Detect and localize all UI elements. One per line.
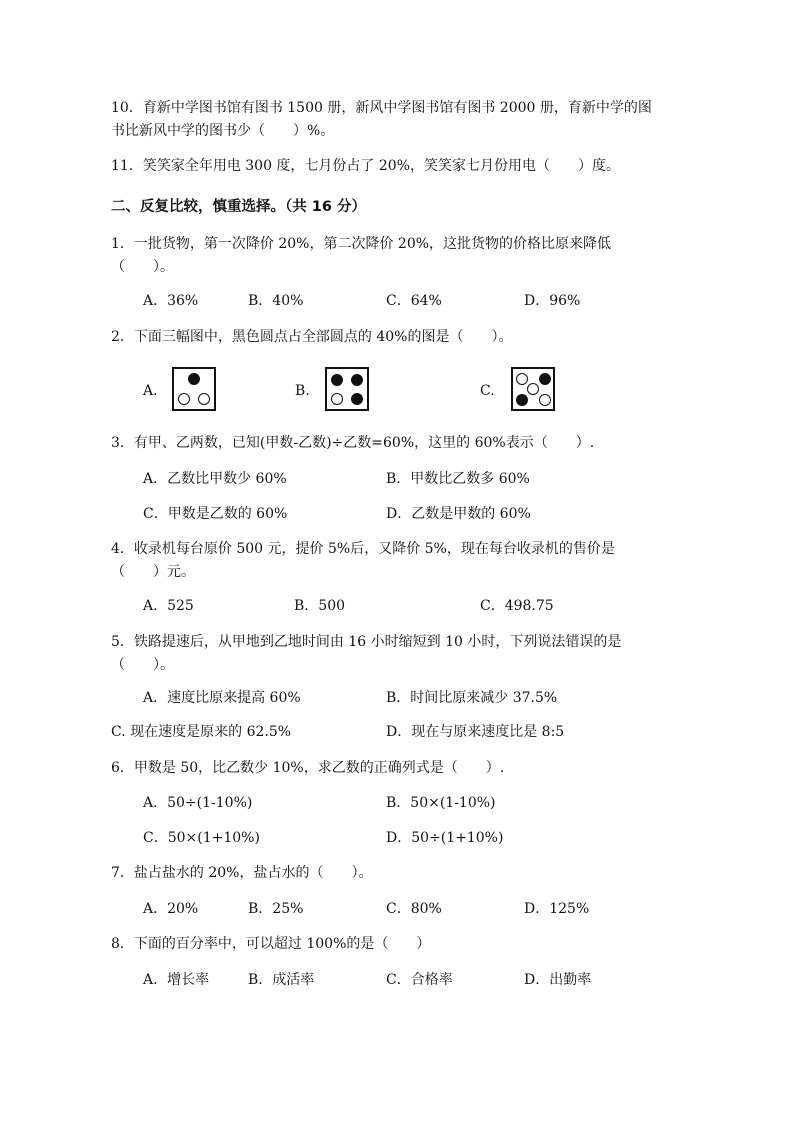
q1-line2: （ ）。	[111, 259, 174, 275]
figure-c-dot-5	[539, 394, 551, 406]
q4-line2: （ ）元。	[111, 564, 195, 580]
q11-text: 11．笑笑家全年用电 300 度，七月份占了 20%，笑笑家七月份用电（ ）度。	[111, 158, 621, 174]
q2-line1: 2．下面三幅图中，黑色圆点占全部圆点的 40%的图是（ ）。	[111, 329, 513, 345]
q2-option-b-label: B.	[295, 383, 310, 399]
q4-option-a: A．525	[143, 598, 194, 614]
figure-c-dot-1	[516, 373, 528, 385]
q3-option-c: C．甲数是乙数的 60%	[143, 506, 288, 522]
q6-option-a: A．50÷(1-10%)	[143, 795, 253, 811]
q8-option-a: A．增长率	[143, 972, 210, 988]
q6-option-c: C．50×(1+10%)	[143, 830, 260, 846]
q2-figure-a	[172, 367, 216, 411]
q4-line1: 4．收录机每台原价 500 元，提价 5%后，又降价 5%，现在每台收录机的售价是	[111, 541, 615, 557]
q8-option-b: B．成活率	[248, 972, 315, 988]
q6-option-b: B．50×(1-10%)	[386, 795, 496, 811]
figure-a-dot-3	[198, 393, 210, 405]
q3-option-d: D．乙数是甲数的 60%	[386, 506, 531, 522]
q2-option-a-label: A.	[143, 383, 158, 399]
q4-option-b: B．500	[294, 598, 346, 614]
q6-line1: 6．甲数是 50，比乙数少 10%，求乙数的正确列式是（ ）.	[111, 760, 505, 776]
q8-option-d: D．出勤率	[524, 972, 592, 988]
q5-line2: （ ）。	[111, 657, 174, 673]
q7-option-d: D．125%	[524, 901, 590, 917]
figure-b-dot-1	[331, 374, 343, 386]
figure-b-dot-3	[331, 393, 343, 405]
q5-option-c: C. 现在速度是原来的 62.5%	[111, 724, 292, 740]
q7-option-a: A．20%	[143, 901, 199, 917]
q5-option-a: A．速度比原来提高 60%	[143, 690, 301, 706]
q5-option-d: D．现在与原来速度比是 8:5	[386, 724, 565, 740]
q1-option-a: A．36%	[143, 293, 199, 309]
figure-a-dot-2	[178, 393, 190, 405]
q1-line1: 1．一批货物，第一次降价 20%，第二次降价 20%，这批货物的价格比原来降低	[111, 236, 612, 252]
q3-line1: 3．有甲、乙两数，已知(甲数-乙数)÷乙数=60%，这里的 60%表示（ ）.	[111, 435, 595, 451]
q7-line1: 7．盐占盐水的 20%，盐占水的（ ）。	[111, 865, 373, 881]
q8-option-c: C．合格率	[386, 972, 453, 988]
q4-option-c: C．498.75	[480, 598, 554, 614]
q2-figure-c	[511, 367, 555, 411]
q1-option-b: B．40%	[248, 293, 304, 309]
q2-option-c-label: C.	[480, 383, 495, 399]
q5-option-b: B．时间比原来减少 37.5%	[386, 690, 558, 706]
q1-option-c: C．64%	[386, 293, 442, 309]
q10-line1: 10．育新中学图书馆有图书 1500 册，新风中学图书馆有图书 2000 册，育新中学的图	[111, 100, 652, 116]
q2-figure-b	[325, 367, 369, 411]
figure-b-dot-4	[351, 393, 363, 405]
q6-option-d: D．50÷(1+10%)	[386, 830, 504, 846]
figure-b-dot-2	[351, 374, 363, 386]
q5-line1: 5．铁路提速后，从甲地到乙地时间由 16 小时缩短到 10 小时，下列说法错误的是	[111, 634, 622, 650]
figure-c-dot-2	[539, 373, 551, 385]
section-2-heading: 二、反复比较，慎重选择。（共 16 分）	[111, 199, 367, 215]
figure-c-dot-4	[516, 394, 528, 406]
q1-option-d: D．96%	[524, 293, 581, 309]
figure-c-dot-3	[527, 383, 539, 395]
q7-option-c: C．80%	[386, 901, 442, 917]
figure-a-dot-1	[188, 373, 200, 385]
q8-line1: 8．下面的百分率中，可以超过 100%的是（ ）	[111, 936, 431, 952]
q7-option-b: B．25%	[248, 901, 304, 917]
q3-option-b: B．甲数比乙数多 60%	[386, 471, 530, 487]
q3-option-a: A．乙数比甲数少 60%	[143, 471, 287, 487]
q10-line2: 书比新风中学的图书少（ ）%。	[111, 123, 335, 139]
